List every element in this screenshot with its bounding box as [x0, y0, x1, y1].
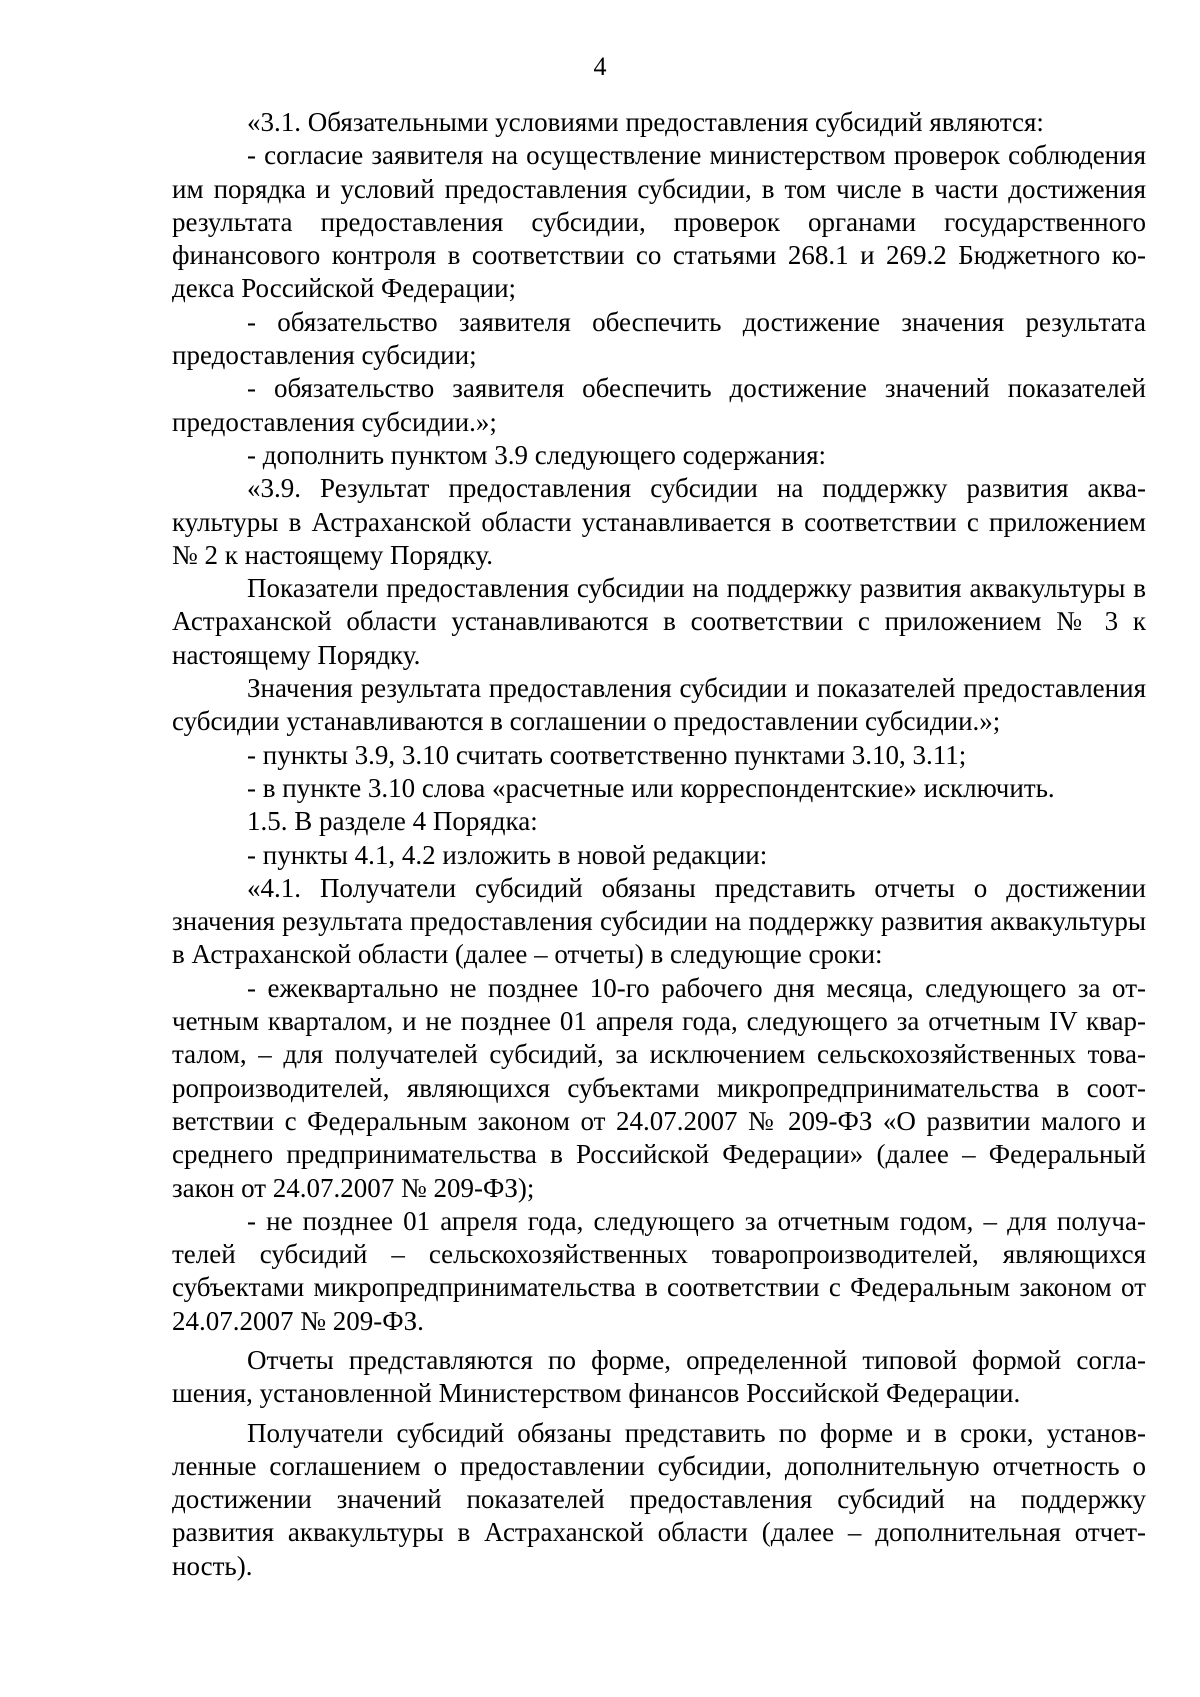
page-number: 4	[593, 52, 607, 81]
paragraph-new-edition: - пункты 4.1, 4.2 изложить в новой редакции:	[247, 839, 768, 870]
paragraph-indicators: Показатели предоставления субсидии на поддержку развития аквакультуры в Астраханской области устанавливаются в соответствии с приложением № 3 к настоящему Порядку.	[172, 573, 1146, 670]
paragraph-3-9-result: «3.9. Результат предоставления субсидии на поддержку развития аквакультуры в Астраханской области устанавливается в соответствии с приложением № 2 к настоящему Порядку.	[172, 473, 1146, 570]
paragraph-exclude-words: - в пункте 3.10 слова «расчетные или корреспондентские» исключить.	[247, 772, 1055, 803]
paragraph-annual-reports: - не позднее 01 апреля года, следующего за отчетным годом, – для получателей субсидий – сельскохозяйственных товаропроизводителей, являющихся субъектами микропредпринимательства в соответствии с Федеральным законом от 24.07.2007 № 209-ФЗ.	[172, 1205, 1146, 1336]
paragraph-additional-reporting: Получатели субсидий обязаны представить по форме и в сроки, установленные соглашением о предоставлении субсидии, дополнительную отчетность о достижении значений показателей предоставления субсидий на поддержку развития аквакультуры в Астраханской области (далее – дополнительная отчетность).	[172, 1417, 1146, 1581]
paragraph-section-4: 1.5. В разделе 4 Порядка:	[247, 806, 538, 837]
paragraph-3-1-intro: «3.1. Обязательными условиями предоставления субсидий являются:	[247, 107, 1044, 137]
paragraph-quarterly-reports: - ежеквартально не позднее 10-го рабочего дня месяца, следующего за отчетным кварталом, и не позднее 01 апреля года, следующего за отчетным IV кварталом, – для получателей субсидий, за исключением сельскохозяйственных товаропроизводителей, являющихся субъектами микропредпринимательства в соответствии с Федеральным законом от 24.07.2007 № 209-ФЗ «О развитии малого и среднего предпринимательства в Российской Федерации» (далее – Федеральный закон от 24.07.2007 № 209-ФЗ);	[172, 972, 1146, 1203]
paragraph-obligation-indicators: - обязательство заявителя обеспечить достижение значений показателей предоставления субсидии.»;	[172, 373, 1146, 437]
paragraph-consent-checks: - согласие заявителя на осуществление министерством проверок соблюдения им порядка и условий предоставления субсидии, в том числе в части достижения результата предоставления субсидии, проверок органами государственного финансового контроля в соответствии со статьями 268.1 и 269.2 Бюджетного кодекса Российской Федерации;	[172, 140, 1146, 304]
paragraph-renumber: - пункты 3.9, 3.10 считать соответственно пунктами 3.10, 3.11;	[247, 739, 967, 770]
paragraph-add-3-9: - дополнить пунктом 3.9 следующего содержания:	[247, 439, 827, 470]
paragraph-4-1-reports: «4.1. Получатели субсидий обязаны представить отчеты о достижении значения результата предоставления субсидии на поддержку развития аквакультуры в Астраханской области (далее – отчеты) в следующие сроки:	[172, 872, 1146, 970]
paragraph-report-form: Отчеты представляются по форме, определенной типовой формой соглашения, установленной Министерством финансов Российской Федерации.	[172, 1344, 1146, 1409]
paragraph-values-agreement: Значения результата предоставления субсидии и показателей предоставления субсидии устанавливаются в соглашении о предоставлении субсидии.»;	[172, 673, 1146, 737]
paragraph-obligation-result: - обязательство заявителя обеспечить достижение значения результата предоставления субсидии;	[172, 306, 1146, 371]
document-body	[172, 106, 1146, 1583]
